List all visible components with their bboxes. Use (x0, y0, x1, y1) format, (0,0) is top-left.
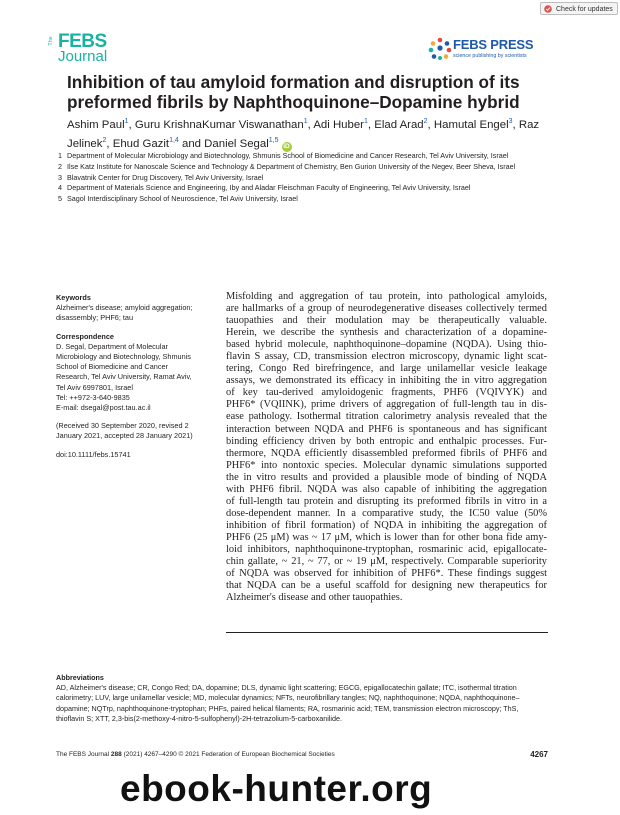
correspondence-heading: Correspondence (56, 331, 114, 341)
authors-conjunction: and (181, 138, 201, 151)
author-name[interactable]: Daniel Segal (204, 138, 269, 151)
doi-link[interactable]: doi:10.1111/febs.15741 (56, 449, 131, 459)
author-name[interactable]: Adi Huber (313, 118, 364, 131)
author-affiliation-mark: 2 (423, 118, 428, 125)
abstract-line: tauopathies and their modulation may be therapeutically valuable. (226, 315, 547, 327)
abstract-line: flavin S assay, CD, transmission electron microscopy, dynamic light scat- (226, 351, 547, 363)
abstract-line: PHF6 (25 μM) was ~ 17 μM, which is lower than for other bona fide amy- (226, 531, 547, 543)
abstract-divider (226, 632, 548, 633)
affiliation-text: Sagol Interdisciplinary School of Neuroscience, Tel Aviv University, Israel (67, 194, 298, 204)
dates-line: (Received 30 September 2020, revised 2 (56, 421, 189, 431)
check-for-updates-badge[interactable] (540, 2, 618, 15)
abstract-line: PHF6* (VQIINK), prime drivers of aggregation of full-length tau in dis- (226, 399, 547, 411)
correspondence-line: Research, Tel Aviv University, Ramat Aviv, (56, 372, 192, 382)
correspondence-line: Tel Aviv 6997801, Israel (56, 382, 133, 392)
article-sidebar (56, 293, 214, 460)
abstract-line: tering, Congo Red birefringence, and large unilamellar vesicle leakage (226, 363, 547, 375)
affiliation-list (58, 151, 548, 205)
affiliation-number: 5 (58, 194, 62, 204)
author-affiliation-mark: 1,5 (268, 137, 279, 145)
abstract-line: the in vitro results and provided a plausible mode of binding of NQDA (226, 471, 547, 483)
footer-volume: 288 (110, 751, 122, 758)
abstract-line: loid inhibitors, naphthoquinone-tryptophan, rosmarinic acid, epigallocate- (226, 543, 547, 555)
abstract-line: thermore, NQDA efficiently disassembled preformed fibrils of PHF6 and (226, 447, 547, 459)
dates-line: January 2021, accepted 28 January 2021) (56, 431, 193, 441)
abstract-line: with PHF6 fibril. NQDA was also capable of inhibiting the aggregation (226, 483, 547, 495)
affiliation-number: 2 (58, 161, 62, 171)
author-affiliation-mark: 1 (303, 118, 308, 125)
febs-journal-logo (48, 33, 126, 67)
abstract-line: Misfolding and aggregation of tau protein, into pathological amyloids, (226, 291, 547, 302)
author-list: Ashim Paul$^1$, Guru KrishnaKumar Viswanathan$^1$, Adi Huber$^1$, Elad Arad$^2$, Hamutal Engel$^3$, Raz Jelinek$^2$, Ehud Gazit$^{1,4}$ and Daniel Segal$^{1,5}$iD (67, 118, 540, 151)
author-affiliation-mark: 3 (508, 118, 513, 125)
febs-press-logo (428, 36, 540, 62)
affiliation-item (58, 162, 548, 173)
affiliation-text: Ilse Katz Institute for Nanoscale Science and Technology & Department of Chemistry, Ben Gurion University of the Negev, Beer Sheva, Israel (67, 161, 516, 171)
article-title: Inhibition of tau amyloid formation and disruption of its preformed fibrils by Naphthoquinone–Dopamine hybrid (67, 72, 520, 112)
affiliation-number: 3 (58, 172, 62, 182)
correspondence-email[interactable]: E-mail: dsegal@post.tau.ac.il (56, 403, 151, 413)
author-name[interactable]: Ashim Paul (67, 118, 125, 131)
affiliation-text: Department of Materials Science and Engineering, Iby and Aladar Fleischman Faculty of Engineering, Tel Aviv University, Israel (67, 183, 471, 193)
author-affiliation-mark: 1 (124, 118, 129, 125)
keywords-text: Alzheimer's disease; amyloid aggregation; disassembly; PHF6; tau (56, 303, 193, 323)
correspondence-phone: Tel: ++972-3-640-9835 (56, 392, 130, 402)
crossmark-icon (544, 5, 552, 13)
check-for-updates-label: Check for updates (556, 6, 613, 13)
abbreviations-text: AD, Alzheimer's disease; CR, Congo Red; DA, dopamine; DLS, dynamic light scattering; EGCG, epigallocatechin gallate; ITC, isothermal titration calorimetry; LUV, large unilamellar vesicle; MD, molecular dynamics; NFTs, neurofibrillary tangles; NQ, naphthoquinone; NQDA, naphthoquinone–dopamine; NQTrp, naphthoquinone-tryptophan; PHFs, paired helical filaments; RA, rosmarinic acid; TEM, transmission electron microscopy; ThS, thioflavin S; XTT, 2,3-bis(2-methoxy-4-nitro-5-sulfophenyl)-2H-tetrazolium-5-carboxanilide. (56, 683, 520, 723)
page-number: 4267 (530, 750, 548, 759)
abstract-line: assays, we demonstrated its efficacy in inhibiting the in vitro aggregation (226, 375, 547, 387)
author-name[interactable]: Ehud Gazit (112, 138, 170, 151)
logo-febs: FEBS (58, 31, 107, 52)
affiliation-text: Department of Molecular Microbiology and Biotechnology, Shmunis School of Biomedicine and Cancer Research, Tel Aviv University, Israel (67, 151, 509, 160)
correspondence-line: Microbiology and Biotechnology, Shmunis (56, 352, 191, 362)
abstract-line: PHF6* into nontoxic species. Molecular dynamic simulations supported (226, 459, 547, 471)
keywords-heading: Keywords (56, 293, 91, 302)
page-footer (56, 751, 548, 758)
abstract-line: binding efficiency driven by both entropic and enthalpic processes. Fur- (226, 435, 547, 447)
abstract-line: are hallmarks of a group of neurodegenerative diseases collectively termed (226, 303, 547, 315)
abstract-line: that NQDA can be a useful scaffold for designing new therapeutics for (226, 580, 547, 592)
abstract-line: inhibition of fibril formation) of NQDA in inhibiting the aggregation of (226, 519, 547, 531)
abstract-line: interaction between NQDA and PHF6 is spontaneous and has significant (226, 423, 547, 435)
logo-journal: Journal (58, 48, 108, 65)
abbreviations-heading: Abbreviations (56, 673, 104, 682)
febs-press-dots-icon (428, 37, 452, 61)
abstract-line: Herein, we describe the synthesis and characterization of a dopamine- (226, 327, 547, 339)
author-affiliation-mark: 1,4 (169, 137, 179, 145)
abstract (226, 291, 547, 604)
footer-journal: The FEBS Journal (56, 751, 110, 758)
affiliation-item (58, 194, 548, 205)
press-name: FEBS PRESS (453, 37, 534, 52)
affiliation-item (58, 183, 548, 194)
author-name[interactable]: Elad Arad (374, 118, 424, 131)
logo-the: The (48, 36, 54, 46)
affiliation-number: 4 (58, 183, 62, 193)
abstract-line: based hybrid molecule, naphthoquinone–dopamine (NQDA). Using thio- (226, 339, 547, 351)
author-name[interactable]: Raz Jelinek (67, 118, 540, 151)
affiliation-item (58, 173, 548, 184)
author-name[interactable]: Guru KrishnaKumar Viswanathan (134, 118, 304, 131)
affiliation-item (58, 151, 548, 162)
author-affiliation-mark: 2 (102, 137, 107, 145)
abstract-line: of NQDA was observed for inhibition of PHF6*. These findings suggest (226, 568, 547, 580)
correspondence-line: School of Biomedicine and Cancer (56, 362, 168, 372)
press-tagline: science publishing by scientists (453, 53, 527, 59)
affiliation-text: Blavatnik Center for Drug Discovery, Tel Aviv University, Israel (67, 172, 264, 182)
footer-copyright: (2021) 4267–4290 © 2021 Federation of European Biochemical Societies (123, 751, 335, 758)
watermark: ebook-hunter.org (120, 768, 433, 809)
abstract-line: of full-length tau protein and disrupting its preformed fibrils in vitro in a (226, 495, 547, 507)
affiliation-number: 1 (58, 151, 62, 160)
abstract-line: ease pathology. Isothermal titration calorimetry analysis revealed that the (226, 411, 547, 423)
abbreviations-section (56, 673, 548, 724)
author-affiliation-mark: 1 (363, 118, 368, 125)
abstract-line: chin gallate, ~ 21, ~ 77, or ~ 19 μM, respectively. Comparable superiority (226, 556, 547, 568)
author-name[interactable]: Hamutal Engel (433, 118, 509, 131)
abstract-line: dose-dependent manner. In a comparative study, the IC50 value (50% (226, 507, 547, 519)
abstract-line: of key tau-derived amyloidogenic fragments, PHF6 (VQIVYK) and (226, 387, 547, 399)
correspondence-line: D. Segal, Department of Molecular (56, 341, 168, 351)
orcid-icon[interactable]: iD (283, 143, 290, 151)
abstract-line: Alzheimer's disease and other tauopathies. (226, 592, 403, 604)
